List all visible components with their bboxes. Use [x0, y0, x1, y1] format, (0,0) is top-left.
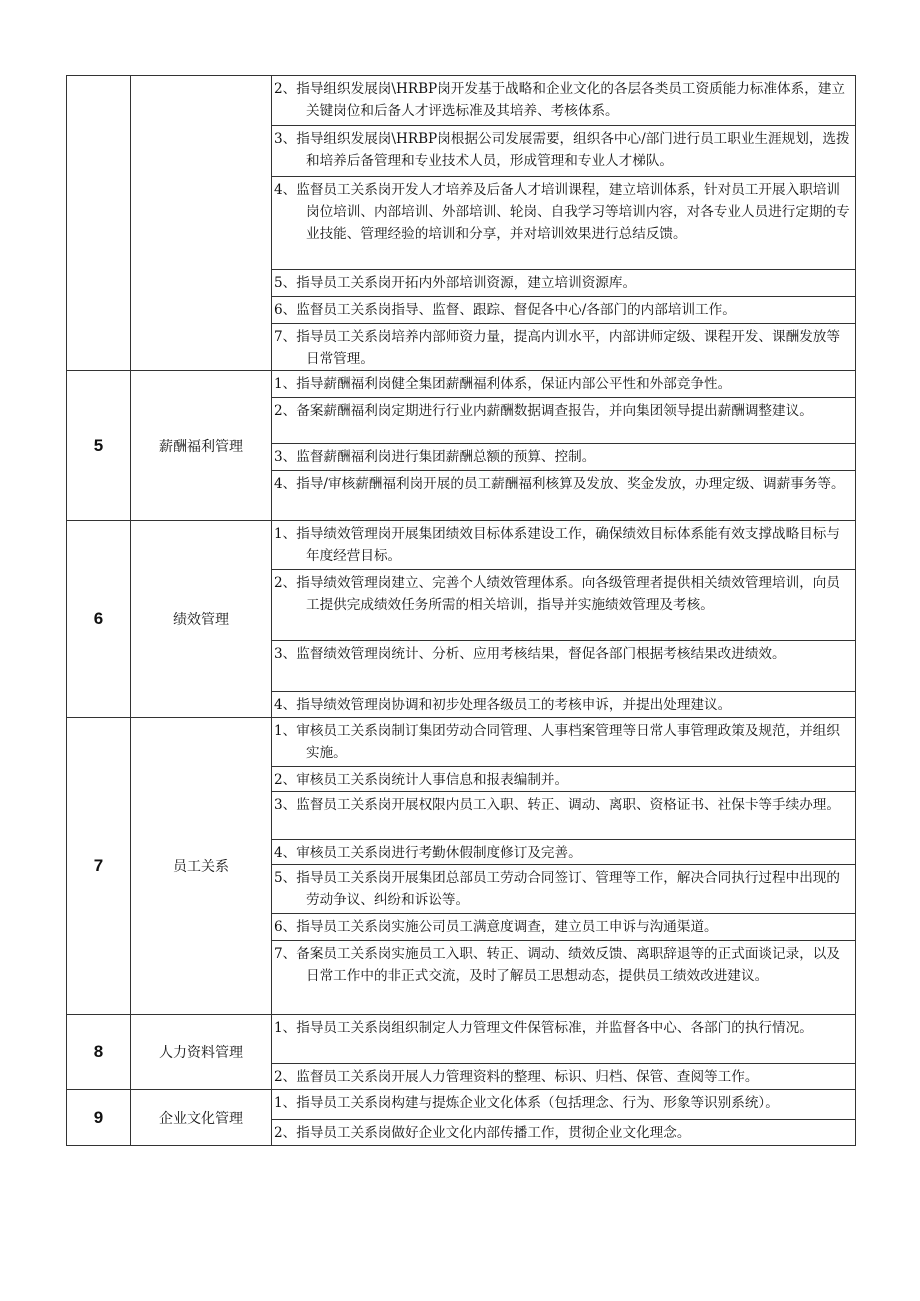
group-items: [272, 521, 855, 717]
group-number: 7: [67, 718, 131, 1014]
group-name: [131, 76, 272, 370]
group-items: [272, 371, 855, 520]
group-name: 员工关系: [131, 718, 272, 1014]
table-row: [272, 792, 855, 840]
group-number: 8: [67, 1015, 131, 1089]
item-text: 5、指导员工关系岗开展集团总部员工劳动合同签订、管理等工作，解决合同执行过程中出现的劳动争议、纠纷和诉讼等。: [274, 870, 840, 908]
group-items: [272, 1015, 855, 1089]
item-text: 3、监督员工关系岗开展权限内员工入职、转正、调动、离职、资格证书、社保卡等手续办理。: [274, 797, 840, 813]
item-text: 7、备案员工关系岗实施员工入职、转正、调动、绩效反馈、离职辞退等的正式面谈记录，以及日常工作中的非正式交流，及时了解员工思想动态，提供员工绩效改进建议。: [274, 946, 840, 984]
item-text: 2、审核员工关系岗统计人事信息和报表编制并。: [274, 772, 569, 788]
table-group-hr-records: [66, 1015, 856, 1090]
table-row: [272, 641, 855, 692]
item-text: 7、指导员工关系岗培养内部师资力量，提高内训水平，内部讲师定级、课程开发、课酬发放等日常管理。: [274, 329, 840, 367]
table-row: [272, 1120, 855, 1145]
item-text: 1、指导员工关系岗构建与提炼企业文化体系（包括理念、行为、形象等识别系统）。: [274, 1095, 779, 1111]
group-name: 绩效管理: [131, 521, 272, 717]
group-items: [272, 718, 855, 1014]
table-row: [272, 471, 855, 520]
table-row: [272, 692, 855, 717]
group-name: 薪酬福利管理: [131, 371, 272, 520]
table-row: [272, 840, 855, 865]
group-items: [272, 1090, 855, 1145]
responsibility-table: [66, 75, 856, 1146]
group-number: 9: [67, 1090, 131, 1145]
item-text: 1、指导绩效管理岗开展集团绩效目标体系建设工作，确保绩效目标体系能有效支撑战略目标与年度经营目标。: [274, 526, 840, 564]
table-group-corporate-culture: [66, 1090, 856, 1146]
table-row: [272, 324, 855, 370]
table-row: [272, 398, 855, 444]
item-text: 2、指导组织发展岗\HRBP岗开发基于战略和企业文化的各层各类员工资质能力标准体系，建立关键岗位和后备人才评选标准及其培养、考核体系。: [274, 81, 846, 119]
table-row: [272, 297, 855, 324]
table-row: [272, 1064, 855, 1089]
group-items: [272, 76, 855, 370]
item-text: 6、监督员工关系岗指导、监督、跟踪、督促各中心/各部门的内部培训工作。: [274, 302, 736, 318]
item-text: 2、监督员工关系岗开展人力管理资料的整理、标识、归档、保管、查阅等工作。: [274, 1069, 759, 1085]
group-name: 企业文化管理: [131, 1090, 272, 1145]
group-name: 人力资料管理: [131, 1015, 272, 1089]
item-text: 1、审核员工关系岗制订集团劳动合同管理、人事档案管理等日常人事管理政策及规范，并组织实施。: [274, 723, 840, 761]
item-text: 4、监督员工关系岗开发人才培养及后备人才培训课程，建立培训体系，针对员工开展入职培训岗位培训、内部培训、外部培训、轮岗、自我学习等培训内容，对各专业人员进行定期的专业技能、管理经验的培训和分享，并对培训效果进行总结反馈。: [274, 182, 850, 242]
table-row: [272, 1090, 855, 1120]
table-group-employee-relations: [66, 718, 856, 1015]
table-row: [272, 941, 855, 1014]
item-text: 4、指导绩效管理岗协调和初步处理各级员工的考核申诉，并提出处理建议。: [274, 697, 732, 713]
item-text: 4、指导/审核薪酬福利岗开展的员工薪酬福利核算及发放、奖金发放，办理定级、调薪事务等。: [274, 476, 845, 492]
table-row: [272, 126, 855, 177]
group-number: [67, 76, 131, 370]
item-text: 6、指导员工关系岗实施公司员工满意度调查，建立员工申诉与沟通渠道。: [274, 919, 718, 935]
table-row: [272, 570, 855, 641]
table-group-compensation: [66, 371, 856, 521]
table-row: [272, 914, 855, 941]
group-number: 6: [67, 521, 131, 717]
item-text: 3、监督绩效管理岗统计、分析、应用考核结果，督促各部门根据考核结果改进绩效。: [274, 646, 786, 662]
item-text: 4、审核员工关系岗进行考勤休假制度修订及完善。: [274, 845, 582, 861]
table-row: [272, 76, 855, 126]
table-group-continued: [66, 75, 856, 371]
table-row: [272, 444, 855, 471]
table-row: [272, 718, 855, 767]
table-row: [272, 371, 855, 398]
table-row: [272, 521, 855, 570]
table-row: [272, 865, 855, 914]
item-text: 3、指导组织发展岗\HRBP岗根据公司发展需要，组织各中心/部门进行员工职业生涯规划，选拨和培养后备管理和专业技术人员，形成管理和专业人才梯队。: [274, 131, 850, 169]
item-text: 1、指导员工关系岗组织制定人力管理文件保管标准，并监督各中心、各部门的执行情况。: [274, 1020, 813, 1036]
table-row: [272, 767, 855, 792]
item-text: 5、指导员工关系岗开拓内外部培训资源，建立培训资源库。: [274, 275, 637, 291]
item-text: 2、指导员工关系岗做好企业文化内部传播工作，贯彻企业文化理念。: [274, 1125, 691, 1141]
group-number: 5: [67, 371, 131, 520]
table-row: [272, 177, 855, 270]
item-text: 1、指导薪酬福利岗健全集团薪酬福利体系，保证内部公平性和外部竞争性。: [274, 376, 732, 392]
item-text: 2、备案薪酬福利岗定期进行行业内薪酬数据调查报告，并向集团领导提出薪酬调整建议。: [274, 403, 813, 419]
table-group-performance: [66, 521, 856, 718]
item-text: 2、指导绩效管理岗建立、完善个人绩效管理体系。向各级管理者提供相关绩效管理培训，向员工提供完成绩效任务所需的相关培训，指导并实施绩效管理及考核。: [274, 575, 840, 613]
item-text: 3、监督薪酬福利岗进行集团薪酬总额的预算、控制。: [274, 449, 596, 465]
table-row: [272, 1015, 855, 1064]
table-row: [272, 270, 855, 297]
